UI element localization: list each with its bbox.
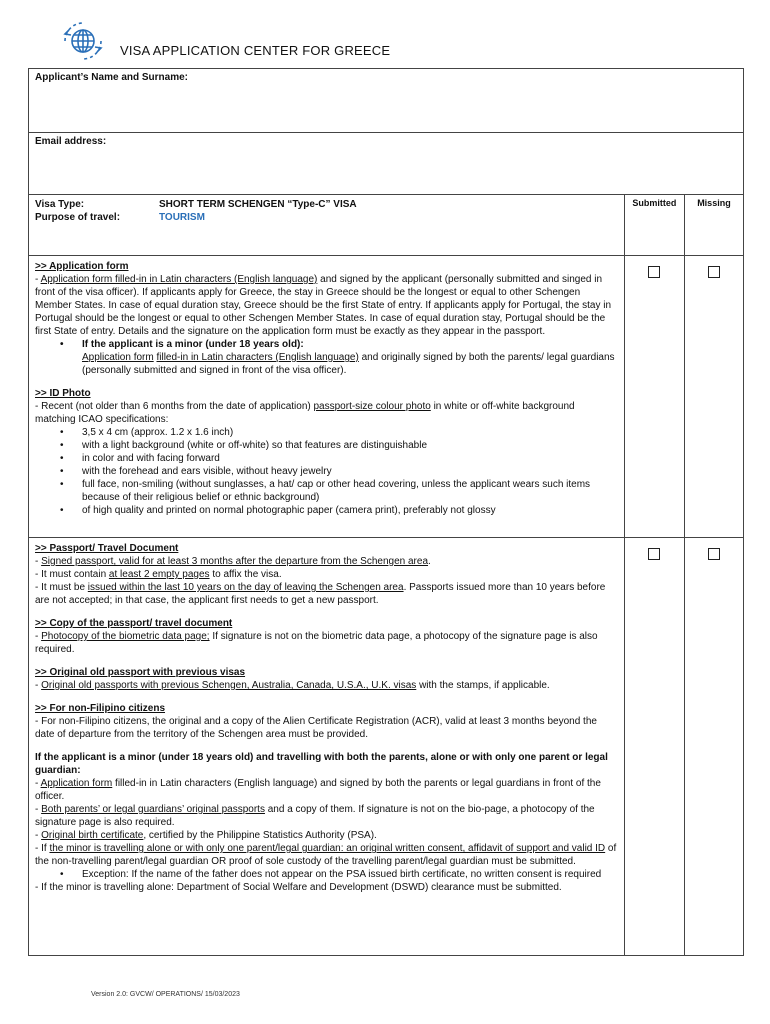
non-filipino-heading: >> For non-Filipino citizens <box>35 703 166 714</box>
page-title: VISA APPLICATION CENTER FOR GREECE <box>120 43 391 58</box>
visa-type-value: SHORT TERM SCHENGEN “Type-C” VISA <box>159 199 357 210</box>
submitted-checkbox-2[interactable] <box>648 548 660 560</box>
passport-heading: >> Passport/ Travel Document <box>35 543 179 554</box>
old-passport-heading: >> Original old passport with previous visas <box>35 667 246 678</box>
missing-checkbox-1[interactable] <box>708 266 720 278</box>
list-item: • of high quality and printed on normal photographic paper (camera print), preferably not glossy <box>82 504 618 517</box>
submitted-header: Submitted <box>632 198 677 208</box>
purpose-value: TOURISM <box>159 212 205 223</box>
list-item: • full face, non-smiling (without sunglasses, a hat/ cap or other head covering, unless the applicant wears such items because of their religious belief or ethnic background) <box>82 478 618 504</box>
checklist-table <box>28 68 744 956</box>
email-label: Email address: <box>35 136 107 147</box>
minor-bullet: • If the applicant is a minor (under 18 years old): <box>82 338 618 351</box>
submitted-checkbox-1[interactable] <box>648 266 660 278</box>
list-item: • with the forehead and ears visible, without heavy jewelry <box>82 465 618 478</box>
application-form-heading: >> Application form <box>35 261 129 272</box>
visa-type-label: Visa Type: <box>35 199 85 210</box>
list-item: • 3,5 x 4 cm (approx. 1.2 x 1.6 inch) <box>82 426 618 439</box>
list-item: • with a light background (white or off-white) so that features are distinguishable <box>82 439 618 452</box>
globe-icon <box>60 18 106 64</box>
email-field[interactable] <box>29 133 744 195</box>
name-label: Applicant’s Name and Surname: <box>35 72 188 83</box>
id-photo-heading: >> ID Photo <box>35 388 91 399</box>
missing-header: Missing <box>697 198 731 208</box>
passport-copy-heading: >> Copy of the passport/ travel document <box>35 618 233 629</box>
application-form-section: >> Application form - Application form filled-in in Latin characters (English language) and signed by the applicant (personally submitted and singed in front of the visa officer). If applicants apply for Greece, the stay in Greece should be the longest or equal to other Schengen Member States. In case of equal duration stay, Greece should be the first State of entry. If applicants apply for Portugal, the stay in Portugal should be the longest or equal to other Schengen Member States. In case of equal duration stay, Portugal should be the first State of entry. Details and the signature on the application form must be exactly as they appear in the passport. • If the applicant is a minor (under 18 years old): Application form filled-in in Latin characters (English language) and originally signed by both the parents/ legal guardians (personally submitted and signed in front of the visa officer). >> ID Photo - Recent (not older than 6 months from the date of application) passport-size colour photo in white or off-white background matching ICAO specifications: • 3,5 x 4 cm (approx. 1.2 x 1.6 inch) • with a light background (white or off-white) so that features are distinguishable • in color and with facing forward • with the forehead and ears visible, without heavy jewelry • full face, non-smiling (without sunglasses, a hat/ cap or other head covering, unless the applicant wears such items because of their religious belief or ethnic background) • of high quality and printed on normal photographic paper (camera print), preferably not glossy <box>29 256 624 521</box>
missing-checkbox-2[interactable] <box>708 548 720 560</box>
list-item: • in color and with facing forward <box>82 452 618 465</box>
name-field[interactable] <box>29 69 744 133</box>
minor-heading: If the applicant is a minor (under 18 years old) and travelling with both the parents, alone or with only one parent or legal guardian: <box>35 752 608 776</box>
purpose-label: Purpose of travel: <box>35 212 121 223</box>
list-item: • Exception: If the name of the father does not appear on the PSA issued birth certificate, no written consent is required <box>82 868 618 881</box>
passport-section: >> Passport/ Travel Document - Signed passport, valid for at least 3 months after the departure from the Schengen area. - It must contain at least 2 empty pages to affix the visa. - It must be issued within the last 10 years on the day of leaving the Schengen area. Passports issued more than 10 years before are not accepted; in that case, the applicant first needs to get a new passport. >> Copy of the passport/ travel document - Photocopy of the biometric data page; If signature is not on the biometric data page, a photocopy of the signature page is also required. >> Original old passport with previous visas - Original old passports with previous Schengen, Australia, Canada, U.S.A., U.K. visas with the stamps, if applicable. >> For non-Filipino citizens - For non-Filipino citizens, the original and a copy of the Alien Certificate Registration (ACR), valid at least 3 months beyond the date of departure from the territory of the Schengen area must be provided. If the applicant is a minor (under 18 years old) and travelling with both the parents, alone or with only one parent or legal guardian: - Application form filled-in in Latin characters (English language) and signed by both the parents or legal guardians in front of the officer. - Both parents’ or legal guardians’ original passports and a copy of them. If signature is not on the bio-page, a photocopy of the signature page is also required. - Original birth certificate, certified by the Philippine Statistics Authority (PSA). - If the minor is travelling alone or with only one parent/legal guardian: an original written consent, affidavit of support and valid ID of the non-travelling parent/legal guardian OR proof of sole custody of the travelling parent/legal guardian must be submitted. • Exception: If the name of the father does not appear on the PSA issued birth certificate, no written consent is required - If the minor is travelling alone: Department of Social Welfare and Development (DSWD) clearance must be submitted. <box>29 538 624 898</box>
footer-version: Version 2.0: GVCW/ OPERATIONS/ 15/03/2023 <box>91 991 240 998</box>
